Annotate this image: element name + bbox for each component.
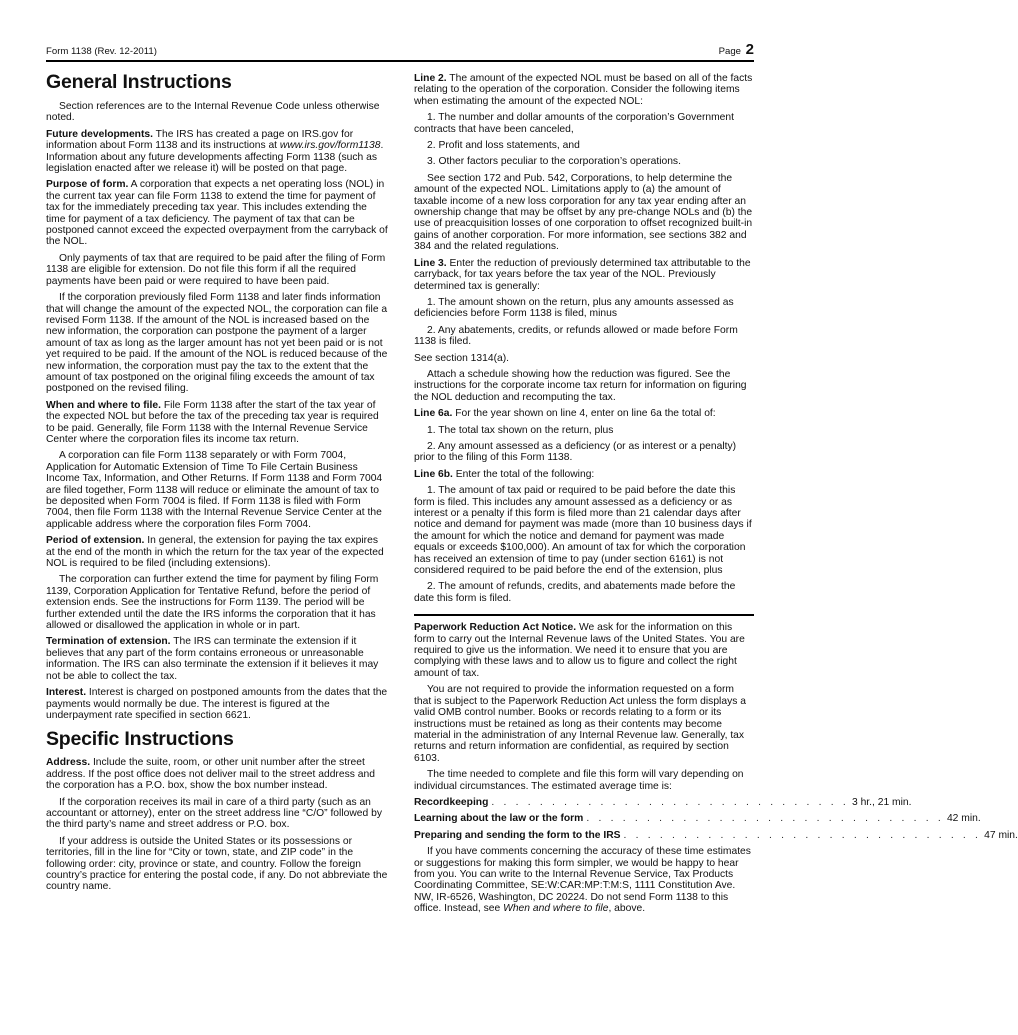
interest-text: Interest is charged on postponed amounts from the dates that the payments would normally be due. The interest is figured at the underpayment rate specified in section 6621. [46, 687, 388, 721]
period-label: Period of extension. [46, 535, 145, 547]
section-divider [414, 614, 754, 616]
line6b-paragraph [414, 469, 754, 480]
time-estimate-row [414, 813, 981, 825]
list-item: 1. The total tax shown on the return, plus [427, 424, 614, 436]
list-item: 3. Other factors peculiar to the corporation’s operations. [427, 156, 681, 168]
form1138-url: www.irs.gov/form1138 [279, 140, 381, 152]
when-where-reference: When and where to file [503, 903, 609, 915]
purpose-paragraph-2: Only payments of tax that are required to be paid after the filing of Form 1138 are eligible for extension. Do not file this form if all the required payments have been paid or were required to have been paid. [46, 252, 386, 287]
line2-paragraph-2: See section 172 and Pub. 542, Corporations, to help determine the amount of the expected NOL. Limitations apply to (a) the amount of taxable income of a new loss corporation for any tax year ending after an ownership change that may be offset by any pre-change NOLs and (b) the use of preacquisition losses of one corporation to offset recognized built-in gains of another corporation. For more information, see sections 382 and 384 and the related regulations. [414, 172, 753, 253]
general-instructions-heading: General Instructions [46, 71, 232, 93]
right-column [414, 73, 1018, 920]
termination-text: The IRS can terminate the extension if it believes that any part of the form contains erroneous or unreasonable information. The IRS can also terminate the extension if it believes it may not be able to collect the tax. [46, 636, 379, 682]
intro-paragraph: Section references are to the Internal Revenue Code unless otherwise noted. [46, 101, 380, 124]
line3-label: Line 3. [414, 257, 447, 269]
when-where-text: File Form 1138 after the start of the tax year of the expected NOL but before the tax of the preceding tax year is required to be paid. Generally, file Form 1138 with the Internal Revenue Service Center where the corporation files its income tax return. [46, 399, 379, 445]
time-estimate-value: 3 hr., 21 min. [851, 796, 912, 808]
time-estimate-row [414, 796, 912, 808]
termination-paragraph [46, 636, 388, 682]
line3-see-section: See section 1314(a). [414, 352, 510, 364]
line3-text: Enter the reduction of previously determined tax attributable to the carryback, for tax years before the tax year of the NOL. Previously determined tax is generally: [414, 257, 751, 292]
page-number: 2 [745, 41, 754, 58]
line3-paragraph [414, 258, 754, 292]
paperwork-paragraph [414, 622, 754, 679]
time-estimate-label: Learning about the law or the form [414, 813, 584, 825]
left-column [46, 72, 388, 898]
when-where-paragraph [46, 400, 388, 446]
line2-paragraph [414, 73, 754, 107]
time-estimate-value: 47 min. [984, 829, 1018, 841]
specific-instructions-heading: Specific Instructions [46, 728, 234, 751]
purpose-label: Purpose of form. [46, 179, 129, 191]
form-reference: Form 1138 (Rev. 12-2011) [46, 46, 157, 57]
line6b-text: Enter the total of the following: [452, 468, 595, 480]
paperwork-paragraph-3: The time needed to complete and file this form will vary depending on individual circumstances. The estimated average time is: [414, 769, 744, 792]
page-indicator [719, 41, 754, 58]
address-paragraph-3: If your address is outside the United States or its possessions or territories, fill in the line for “City or town, state, and ZIP code” in the following order: city, province or state, and country. Follow the foreign country’s practice for entering the postal code, if any. Do not abbreviate the country name. [46, 835, 388, 893]
list-item: 2. Profit and loss statements, and [427, 140, 580, 152]
future-developments-text: The IRS has created a page on IRS.gov for information about Form 1138 and its instructions at [46, 128, 354, 152]
paperwork-comments-text: If you have comments concerning the accuracy of these time estimates or suggestions for making this form simpler, we would be happy to hear from you. You can write to the Internal Revenue Service, Tax Products Coordinating Committee, SE:W:CAR:MP:T:M:S, 1111 Constitution Ave. NW, IR-6526, Washington, DC 20224. Do not send Form 1138 to this office. Instead, see [414, 846, 751, 915]
time-estimate-label: Preparing and sending the form to the IRS [414, 829, 621, 841]
termination-label: Termination of extension. [46, 636, 171, 648]
paperwork-label: Paperwork Reduction Act Notice. [414, 622, 577, 634]
list-item: 1. The amount shown on the return, plus any amounts assessed as deficiencies before Form 1138 is filed, minus [414, 296, 734, 320]
page-header [46, 40, 754, 62]
line2-label: Line 2. [414, 73, 447, 84]
purpose-paragraph [46, 179, 388, 247]
list-item: 2. The amount of refunds, credits, and abatements made before the date this form is filed. [414, 581, 736, 604]
address-paragraph [46, 757, 388, 791]
line6a-text: For the year shown on line 4, enter on line 6a the total of: [452, 408, 716, 420]
period-paragraph [46, 535, 388, 569]
when-where-label: When and where to file. [46, 399, 161, 411]
list-item: 1. The amount of tax paid or required to be paid before the date this form is filed. This includes any amount assessed as a deficiency or as interest or a penalty if this form is filed more than 21 calendar days after notice and demand for payment was made (more than 10 business days if the amount for which the notice and demand for payment was made equals or exceeds $100,000). An amount of tax for which the corporation has received an extension of time to pay (under section 6161) is not considered required to be paid before the end of the extension, plus [414, 485, 752, 577]
leader-dots: . . . . . . . . . . . . . . . . . . . . . . . . . . . . . . [623, 829, 982, 841]
list-item: 1. The number and dollar amounts of the corporation’s Government contracts that have been canceled, [414, 112, 734, 135]
paperwork-text: We ask for the information on this form to carry out the Internal Revenue laws of the United States. You are required to give us the information. We need it to ensure that you are complying with these laws and to allow us to figure and collect the right amount of tax. [414, 622, 745, 679]
paperwork-comments-end: , above. [608, 903, 646, 915]
purpose-paragraph-3: If the corporation previously filed Form 1138 and later finds information that will change the amount of the expected NOL, the corporation can file a revised Form 1138. If the amount of the NOL is increased based on the new information, the corporation can postpone the payment of a larger amount of tax as long as the larger amount has not yet been paid or is not yet required to be paid. If the amount of the NOL is reduced because of the new information, the corporation must pay the tax to the extent that the amount of tax postponed on the original filing exceeds the amount of tax postponed on the revised filing. [46, 292, 388, 395]
paperwork-paragraph-4 [414, 846, 754, 914]
paperwork-paragraph-2: You are not required to provide the information requested on a form that is subject to the Paperwork Reduction Act unless the form displays a valid OMB control number. Books or records relating to a form or its instructions must be retained as long as their contents may become material in the administration of any Internal Revenue law. Generally, tax returns and return information are confidential, as required by section 6103. [414, 684, 746, 764]
line6a-label: Line 6a. [414, 408, 453, 420]
period-text: In general, the extension for paying the tax expires at the end of the month in which the return for the tax year of the expected NOL is required to be filed (including extensions). [46, 535, 384, 570]
time-estimate-row [414, 829, 1018, 841]
time-estimate-label: Recordkeeping [414, 796, 489, 808]
list-item: 2. Any abatements, credits, or refunds allowed or made before Form 1138 is filed. [414, 324, 738, 348]
interest-label: Interest. [46, 687, 87, 699]
address-text: Include the suite, room, or other unit number after the street address. If the post office does not deliver mail to the street address and the corporation has a P.O. box, show the box number instead. [46, 757, 375, 792]
leader-dots: . . . . . . . . . . . . . . . . . . . . . . . . . . . . . . [586, 813, 944, 825]
address-label: Address. [46, 757, 91, 769]
period-paragraph-2: The corporation can further extend the time for payment by filing Form 1139, Corporation Application for Tentative Refund, before the period of extension ends. See the instructions for Form 1139. The period will be further extended until the date the IRS informs the corporation that it has allowed or disallowed the application in whole or in part. [46, 574, 379, 632]
line6b-label: Line 6b. [414, 468, 453, 480]
page-label: Page [718, 46, 741, 57]
list-item: 2. Any amount assessed as a deficiency (or as interest or a penalty) prior to the filing of this Form 1138. [414, 440, 737, 464]
time-estimate-value: 42 min. [946, 813, 981, 825]
form-page [46, 0, 1018, 1035]
future-developments-paragraph [46, 129, 388, 175]
future-developments-label: Future developments. [46, 128, 153, 140]
line2-text: The amount of the expected NOL must be based on all of the facts relating to the operation of the corporation. Consider the following items when estimating the amount of the expected NOL: [414, 73, 753, 107]
line6a-paragraph [414, 408, 754, 419]
leader-dots: . . . . . . . . . . . . . . . . . . . . . . . . . . . . . . [491, 796, 849, 808]
line3-paragraph-2: Attach a schedule showing how the reduction was figured. See the instructions for the corporate income tax return for information on figuring the NOL deduction and recomputing the tax. [414, 368, 747, 403]
purpose-text: A corporation that expects a net operating loss (NOL) in the current tax year can file Form 1138 to extend the time for payment of tax for the immediately preceding tax year. This includes extending the time for payment of a tax deficiency. The payment of tax that can be postponed cannot exceed the expected overpayment from the carryback of the NOL. [46, 179, 388, 248]
future-developments-text-2: . Information about any future developments affecting Form 1138 (such as legislation enacted after we release it) will be posted on that page. [46, 140, 384, 175]
when-where-paragraph-2: A corporation can file Form 1138 separately or with Form 7004, Application for Automatic Extension of Time To File Certain Business Income Tax, Information, and Other Returns. If Form 1138 and Form 7004 are filed together, Form 1138 will reduce or eliminate the amount of tax to be deposited when Form 7004 is filed. If Form 1138 is filed with Form 7004, then file Form 1138 with the Internal Revenue Service Center at the applicable address where the corporation files Form 7004. [46, 450, 383, 530]
interest-paragraph [46, 687, 388, 721]
address-paragraph-2: If the corporation receives its mail in care of a third party (such as an accountant or attorney), enter on the street address line “C/O” followed by the third party’s name and street address or P.O. box. [46, 796, 382, 831]
